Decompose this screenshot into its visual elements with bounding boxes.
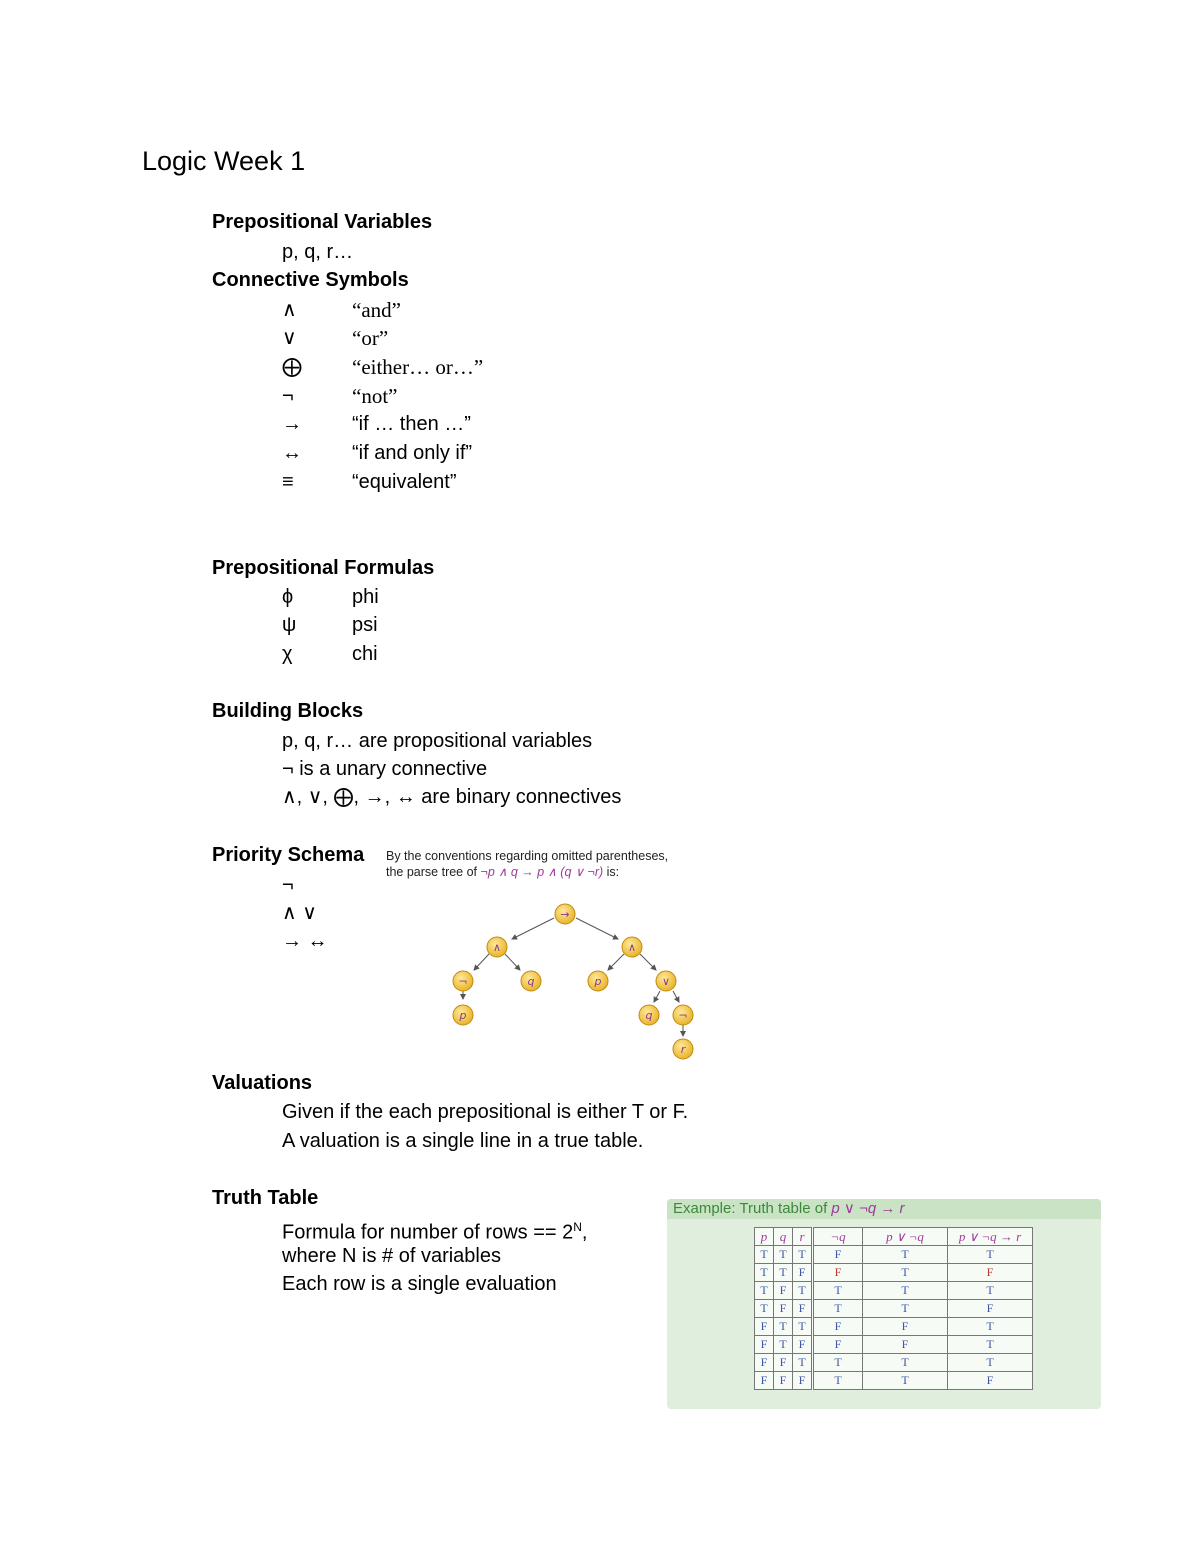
truth-table-cell: F: [793, 1372, 813, 1390]
caption-line-1: By the conventions regarding omitted parentheses,: [386, 849, 669, 863]
truth-table-cell: F: [774, 1282, 793, 1300]
caption-suffix: is:: [606, 865, 620, 879]
tree-edge: [640, 954, 656, 970]
rows-formula-text: Formula for number of rows == 2: [282, 1221, 574, 1244]
formula-name: phi: [352, 586, 379, 608]
building-block-line: ¬ is a unary connective: [282, 758, 488, 780]
truth-table-cell: T: [813, 1300, 863, 1318]
heading-formulas: Prepositional Formulas: [212, 557, 435, 579]
priority-line: ¬: [282, 874, 294, 896]
truth-table-cell: T: [813, 1354, 863, 1372]
truth-table-cell: F: [948, 1372, 1033, 1390]
table-row: [755, 1336, 1033, 1354]
formula-symbol: ψ: [282, 614, 297, 636]
truth-table-cell: T: [774, 1318, 793, 1336]
truth-table-cell: F: [793, 1264, 813, 1282]
heading-variables: Prepositional Variables: [212, 211, 433, 233]
table-row: [755, 1264, 1033, 1282]
truth-table-cell: T: [755, 1246, 774, 1264]
page-title: Logic Week 1: [142, 146, 306, 176]
heading-building-blocks: Building Blocks: [212, 700, 364, 722]
parse-tree-figure: [386, 848, 706, 1063]
truth-table-figure: [667, 1199, 1101, 1409]
heading-connectives: Connective Symbols: [212, 269, 409, 291]
table-row: [755, 1318, 1033, 1336]
tree-node-label: p: [459, 1009, 467, 1022]
tree-node-label: r: [680, 1043, 686, 1056]
truth-table-header-cell: p: [755, 1228, 774, 1246]
truth-table-cell: F: [774, 1372, 793, 1390]
table-row: [755, 1372, 1033, 1390]
truth-table-cell: T: [863, 1354, 948, 1372]
tree-node-label: →: [560, 908, 570, 921]
table-row: [755, 1300, 1033, 1318]
truth-table-line: Each row is a single evaluation: [282, 1273, 557, 1295]
connective-symbol: →: [282, 413, 302, 435]
truth-table-cell: F: [813, 1264, 863, 1282]
tree-edge: [576, 918, 618, 939]
tree-edge: [608, 954, 624, 970]
truth-table-cell: F: [755, 1354, 774, 1372]
truth-table-cell: T: [863, 1282, 948, 1300]
formula-symbol: χ: [282, 643, 293, 665]
truth-table-cell: F: [755, 1336, 774, 1354]
truth-table-header-cell: p ∨ ¬q → r: [948, 1228, 1033, 1246]
truth-table-cell: F: [863, 1336, 948, 1354]
truth-table-cell: T: [948, 1336, 1033, 1354]
truth-table-cell: F: [793, 1300, 813, 1318]
truth-table-cell: T: [793, 1354, 813, 1372]
tree-node-label: ¬: [678, 1009, 688, 1022]
truth-table-cell: T: [774, 1246, 793, 1264]
truth-table-cell: T: [813, 1372, 863, 1390]
truth-table-figure-formula: p ∨ ¬q → r: [831, 1200, 905, 1217]
truth-table-cell: T: [948, 1354, 1033, 1372]
connective-symbol: ≡: [282, 471, 294, 493]
truth-table-cell: T: [863, 1246, 948, 1264]
variables-line: p, q, r…: [282, 241, 354, 263]
heading-truth-table: Truth Table: [212, 1187, 319, 1209]
truth-table-cell: F: [793, 1336, 813, 1354]
connective-meaning: “and”: [352, 298, 401, 322]
truth-table-cell: F: [774, 1354, 793, 1372]
truth-table-cell: T: [863, 1372, 948, 1390]
formula-symbol: ϕ: [282, 586, 294, 608]
truth-table-header-cell: ¬q: [813, 1228, 863, 1246]
truth-table: [754, 1227, 1033, 1390]
connective-symbol: ⨁: [282, 356, 302, 378]
caption-formula: ¬p ∧ q → p ∧ (q ∨ ¬r): [480, 865, 604, 879]
formula-name: chi: [352, 643, 378, 665]
tree-node-label: ∧: [492, 941, 502, 954]
connective-symbol: ↔: [282, 442, 302, 464]
truth-table-cell: T: [948, 1282, 1033, 1300]
tree-edge: [474, 954, 489, 970]
truth-table-cell: T: [774, 1264, 793, 1282]
tree-edge: [654, 991, 660, 1002]
truth-table-cell: F: [755, 1372, 774, 1390]
truth-table-cell: T: [755, 1300, 774, 1318]
truth-table-cell: F: [774, 1300, 793, 1318]
priority-line: ∧ ∨: [282, 902, 317, 924]
connective-meaning: “if and only if”: [352, 442, 473, 464]
truth-table-cell: T: [948, 1246, 1033, 1264]
connective-symbol: ¬: [282, 385, 294, 407]
tree-edge: [505, 954, 520, 970]
heading-priority: Priority Schema: [212, 844, 365, 866]
tree-node-label: ¬: [458, 975, 468, 988]
connective-symbol: ∧: [282, 299, 297, 321]
tree-node-label: ∧: [627, 941, 637, 954]
truth-table-cell: T: [863, 1264, 948, 1282]
priority-line: → ↔: [282, 930, 328, 952]
connective-meaning: “equivalent”: [352, 471, 457, 493]
rows-formula-tail: ,: [581, 1221, 588, 1244]
tree-node-label: q: [645, 1009, 653, 1022]
heading-valuations: Valuations: [212, 1072, 313, 1094]
tree-node-label: q: [527, 975, 535, 988]
tree-node-label: p: [594, 975, 602, 988]
valuations-line: A valuation is a single line in a true table.: [282, 1130, 644, 1152]
truth-table-header-cell: q: [774, 1228, 793, 1246]
truth-table-figure-header: [667, 1199, 1101, 1219]
truth-table-cell: T: [813, 1282, 863, 1300]
truth-table-cell: T: [755, 1264, 774, 1282]
truth-table-cell: T: [755, 1282, 774, 1300]
truth-table-cell: F: [813, 1336, 863, 1354]
truth-table-line: where N is # of variables: [282, 1245, 501, 1267]
valuations-line: Given if the each prepositional is either T or F.: [282, 1101, 689, 1123]
truth-table-cell: T: [863, 1300, 948, 1318]
building-block-line: ∧, ∨, ⨁, →, ↔ are binary connectives: [282, 786, 622, 808]
parse-tree-svg: [386, 848, 706, 1063]
truth-table-cell: F: [755, 1318, 774, 1336]
connective-meaning: “either… or…”: [352, 355, 484, 379]
connective-meaning: “or”: [352, 326, 389, 350]
caption-prefix: the parse tree of: [386, 865, 478, 879]
truth-table-cell: F: [948, 1264, 1033, 1282]
connective-meaning: “if … then …”: [352, 413, 471, 435]
truth-table-cell: F: [863, 1318, 948, 1336]
table-row: [755, 1282, 1033, 1300]
tree-node-label: ∨: [661, 975, 671, 988]
truth-table-cell: T: [948, 1318, 1033, 1336]
table-row: [755, 1354, 1033, 1372]
tree-edge: [673, 991, 679, 1002]
truth-table-cell: F: [813, 1246, 863, 1264]
connective-meaning: “not”: [352, 384, 398, 408]
truth-table-cell: T: [774, 1336, 793, 1354]
rows-formula-exponent: N: [573, 1220, 582, 1234]
table-row: [755, 1246, 1033, 1264]
truth-table-header-cell: r: [793, 1228, 813, 1246]
truth-table-cell: T: [793, 1282, 813, 1300]
truth-table-cell: T: [793, 1318, 813, 1336]
truth-table-cell: T: [793, 1246, 813, 1264]
truth-table-cell: F: [813, 1318, 863, 1336]
formula-name: psi: [352, 614, 378, 636]
truth-table-header-cell: p ∨ ¬q: [863, 1228, 948, 1246]
truth-table-figure-label: Example: Truth table of: [673, 1200, 828, 1217]
connective-symbol: ∨: [282, 327, 297, 349]
tree-edge: [512, 918, 554, 939]
truth-table-cell: F: [948, 1300, 1033, 1318]
building-block-line: p, q, r… are propositional variables: [282, 730, 593, 752]
truth-table-header-row: [755, 1228, 1033, 1246]
